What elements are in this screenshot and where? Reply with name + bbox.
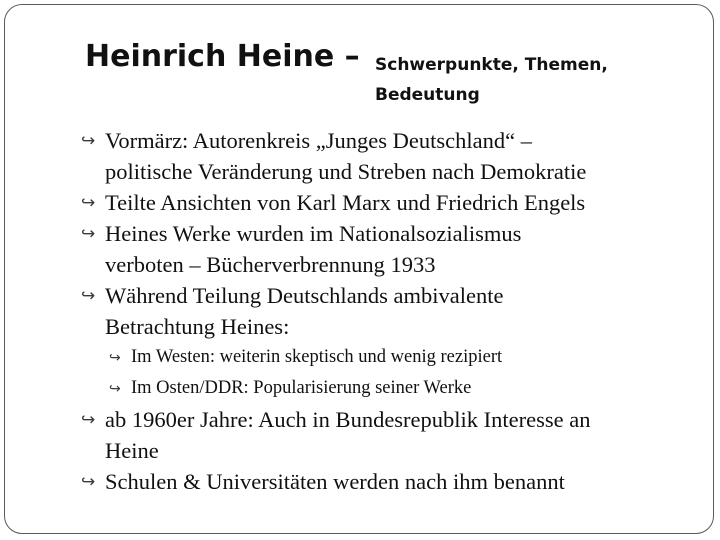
bullet-text: Vormärz: Autorenkreis „Junges Deutschland“ – [105,128,532,153]
curved-arrow-bullet-icon: ↪ [81,131,96,151]
bullet-text: Betrachtung Heines: [105,314,290,339]
curved-arrow-bullet-icon: ↪ [81,193,96,213]
slide-frame [4,4,714,534]
slide-title: Heinrich Heine – [85,39,360,74]
curved-arrow-bullet-icon: ↪ [81,224,96,244]
sub-bullet-item [81,373,701,404]
curved-arrow-bullet-icon: ↪ [81,286,96,306]
bullet-item [81,125,701,187]
bullet-text: Während Teilung Deutschlands ambivalente [105,283,504,308]
curved-arrow-bullet-icon: ↪ [109,350,121,366]
bullet-text: Schulen & Universitäten werden nach ihm benannt [105,469,565,494]
sub-bullet-item [81,342,701,373]
bullet-text: verboten – Bücherverbrennung 1933 [105,252,436,277]
bullet-item [81,404,701,466]
bullet-list [81,125,701,497]
slide-subtitle-line-2: Bedeutung [375,85,480,105]
curved-arrow-bullet-icon: ↪ [109,381,121,397]
bullet-text: Heines Werke wurden im Nationalsozialismus [105,221,522,246]
curved-arrow-bullet-icon: ↪ [81,472,96,492]
curved-arrow-bullet-icon: ↪ [81,410,96,430]
sub-bullet-text: Im Westen: weiterin skeptisch und wenig rezipiert [131,347,503,367]
bullet-text: Teilte Ansichten von Karl Marx und Friedrich Engels [105,190,586,215]
bullet-text: Heine [105,438,159,463]
bullet-item [81,466,701,497]
sub-bullet-text: Im Osten/DDR: Popularisierung seiner Werke [131,378,472,398]
bullet-text: politische Veränderung und Streben nach Demokratie [105,159,587,184]
bullet-item [81,280,701,342]
bullet-item [81,218,701,280]
bullet-text: ab 1960er Jahre: Auch in Bundesrepublik Interesse an [105,407,591,432]
bullet-item [81,187,701,218]
slide-subtitle-line-1: Schwerpunkte, Themen, [375,55,608,75]
